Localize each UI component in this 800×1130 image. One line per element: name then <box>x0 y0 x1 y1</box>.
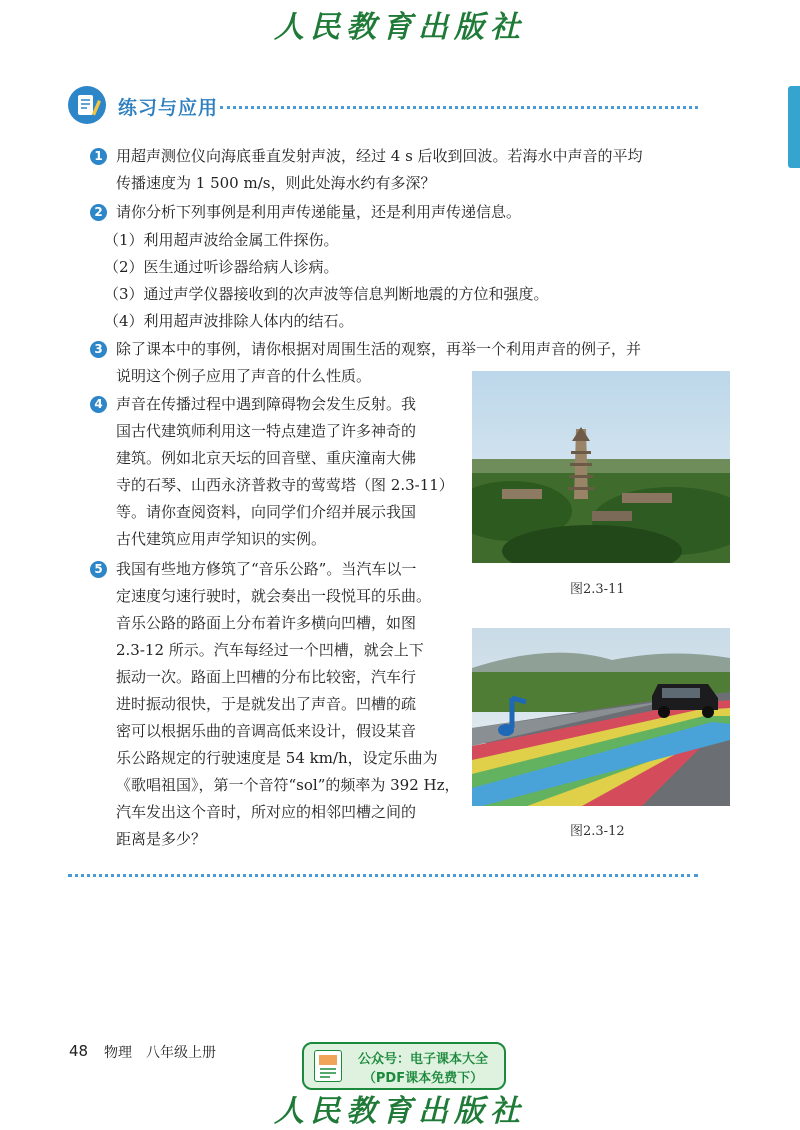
watermark-text: 公众号：电子课本大全 <box>357 1052 488 1067</box>
question-text-line: 音乐公路的路面上分布着许多横向凹槽，如图 <box>116 614 417 632</box>
question-text-line: 声音在传播过程中遇到障碍物会发生反射。我 <box>116 395 417 413</box>
question-subitem: （1）利用超声波给金属工件探伤。 <box>104 231 339 249</box>
section-header <box>68 86 698 126</box>
question-text-line: 请你分析下列事例是利用声传递能量，还是利用声传递信息。 <box>116 203 522 221</box>
question-text-line: 国古代建筑师利用这一特点建造了许多神奇的 <box>116 422 417 440</box>
question-text-line: 进时振动很快，于是就发出了声音。凹槽的疏 <box>116 695 417 713</box>
question-text-line: 说明这个例子应用了声音的什么性质。 <box>116 367 372 385</box>
question-text-line: 乐公路规定的行驶速度是 54 km/h，设定乐曲为 <box>116 749 438 767</box>
question-text-line: 用超声测位仪向海底垂直发射声波，经过 4 s 后收到回波。若海水中声音的平均 <box>116 147 643 165</box>
question-subitem: （3）通过声学仪器接收到的次声波等信息判断地震的方位和强度。 <box>104 285 549 303</box>
question-number-badge: 3 <box>90 341 107 358</box>
question-text-line: 汽车发出这个音时，所对应的相邻凹槽之间的 <box>116 803 417 821</box>
pencil-note-icon <box>68 86 106 124</box>
music-road-photo <box>472 628 730 806</box>
question-5 <box>90 556 470 856</box>
question-number-badge: 4 <box>90 396 107 413</box>
question-subitem: （4）利用超声波排除人体内的结石。 <box>104 312 354 330</box>
pagoda-photo <box>472 371 730 563</box>
question-text-line: 密可以根据乐曲的音调高低来设计，假设某音 <box>116 722 417 740</box>
question-4 <box>90 391 470 556</box>
question-text-line: 等。请你查阅资料，向同学们介绍并展示我国 <box>116 503 417 521</box>
book-icon <box>314 1050 342 1082</box>
question-text-line: 《歌唱祖国》，第一个音符“sol”的频率为 392 Hz， <box>116 776 460 794</box>
question-text-line: 寺的石琴、山西永济普救寺的莺莺塔（图 2.3-11） <box>116 476 454 494</box>
question-1 <box>90 143 690 199</box>
watermark-text: （PDF课本免费下） <box>362 1071 484 1086</box>
question-text-line: 建筑。例如北京天坛的回音壁、重庆潼南大佛 <box>116 449 417 467</box>
section-title: 练习与应用 <box>118 97 219 119</box>
question-2 <box>90 199 690 339</box>
question-number-badge: 1 <box>90 148 107 165</box>
section-end-divider <box>68 874 698 877</box>
question-subitem: （2）医生通过听诊器给病人诊病。 <box>104 258 339 276</box>
chapter-edge-tab <box>788 86 800 168</box>
question-text-line: 古代建筑应用声学知识的实例。 <box>116 530 327 548</box>
question-text-line: 除了课本中的事例，请你根据对周围生活的观察，再举一个利用声音的例子，并 <box>116 340 642 358</box>
question-text-line: 我国有些地方修筑了“音乐公路”。当汽车以一 <box>116 560 417 578</box>
question-text-line: 2.3-12 所示。汽车每经过一个凹槽，就会上下 <box>116 641 424 659</box>
figure-caption: 图2.3-12 <box>570 824 625 839</box>
question-text-line: 振动一次。路面上凹槽的分布比较密，汽车行 <box>116 668 417 686</box>
question-number-badge: 2 <box>90 204 107 221</box>
publisher-logo: 人民教育出版社 <box>274 10 526 45</box>
question-text-line: 传播速度为 1 500 m/s，则此处海水约有多深？ <box>116 174 436 192</box>
section-divider <box>220 106 698 109</box>
question-text-line: 距离是多少？ <box>116 830 207 848</box>
question-number-badge: 5 <box>90 561 107 578</box>
question-text-line: 定速度匀速行驶时，就会奏出一段悦耳的乐曲。 <box>116 587 432 605</box>
page-number: 48 <box>69 1042 89 1060</box>
watermark-stamp <box>302 1042 506 1090</box>
publisher-logo: 人民教育出版社 <box>274 1094 526 1129</box>
book-title: 物理 八年级上册 <box>104 1045 216 1061</box>
figure-caption: 图2.3-11 <box>570 582 625 597</box>
